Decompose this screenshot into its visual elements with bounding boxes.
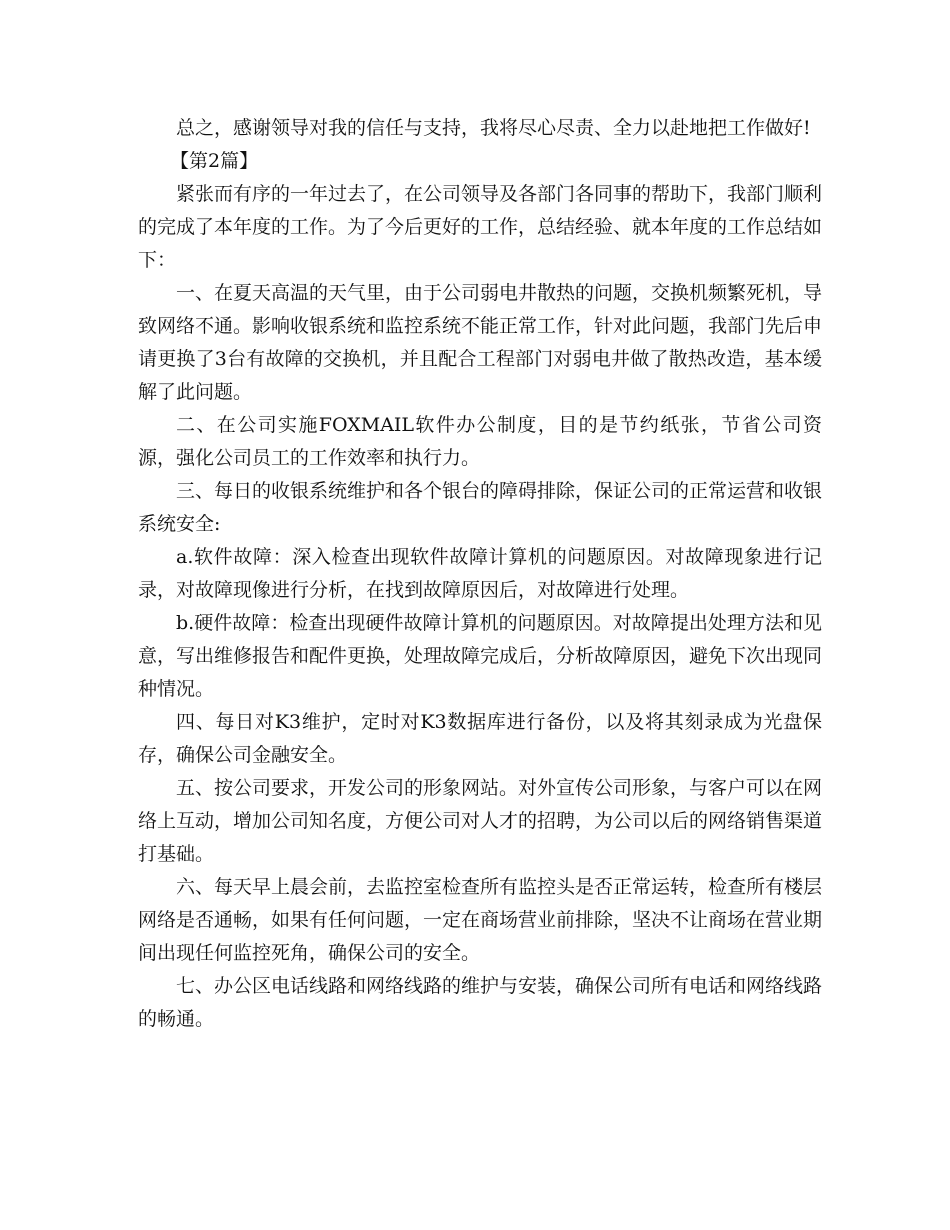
item-3-paragraph: 三、每日的收银系统维护和各个银台的障碍排除，保证公司的正常运营和收银系统安全: bbox=[138, 480, 823, 535]
intro-paragraph: 紧张而有序的一年过去了，在公司领导及各部门各同事的帮助下，我部门顺利的完成了本年度的工作。为了今后更好的工作，总结经验、就本年度的工作总结如下： bbox=[138, 183, 823, 271]
item-3a-paragraph: a.软件故障：深入检查出现软件故障计算机的问题原因。对故障现象进行记录，对故障现像进行分析，在找到故障原因后，对故障进行处理。 bbox=[138, 546, 822, 601]
section-heading: 【第2篇】 bbox=[170, 150, 259, 172]
item-3b-paragraph: b.硬件故障：检查出现硬件故障计算机的问题原因。对故障提出处理方法和见意，写出维修报告和配件更换，处理故障完成后，分析故障原因，避免下次出现同种情况。 bbox=[138, 612, 823, 700]
item-2-paragraph: 二、在公司实施FOXMAIL软件办公制度，目的是节约纸张，节省公司资源，强化公司员工的工作效率和执行力。 bbox=[138, 414, 822, 469]
item-6-paragraph: 六、每天早上晨会前，去监控室检查所有监控头是否正常运转，检查所有楼层网络是否通畅，如果有任何问题，一定在商场营业前排除，坚决不让商场在营业期间出现任何监控死角，确保公司的安全。 bbox=[138, 876, 823, 964]
document-body bbox=[138, 112, 822, 1036]
item-7-paragraph: 七、办公区电话线路和网络线路的维护与安装，确保公司所有电话和网络线路的畅通。 bbox=[138, 975, 823, 1030]
item-5-paragraph: 五、按公司要求，开发公司的形象网站。对外宣传公司形象，与客户可以在网络上互动，增加公司知名度，方便公司对人才的招聘，为公司以后的网络销售渠道打基础。 bbox=[138, 777, 823, 865]
closing-paragraph: 总之，感谢领导对我的信任与支持，我将尽心尽责、全力以赴地把工作做好! bbox=[176, 117, 811, 139]
item-1-paragraph: 一、在夏天高温的天气里，由于公司弱电井散热的问题，交换机频繁死机，导致网络不通。影响收银系统和监控系统不能正常工作，针对此问题，我部门先后申请更换了3台有故障的交换机，并且配合工程部门对弱电井做了散热改造，基本缓解了此问题。 bbox=[138, 282, 823, 403]
item-4-paragraph: 四、每日对K3维护，定时对K3数据库进行备份，以及将其刻录成为光盘保存，确保公司金融安全。 bbox=[138, 711, 822, 766]
